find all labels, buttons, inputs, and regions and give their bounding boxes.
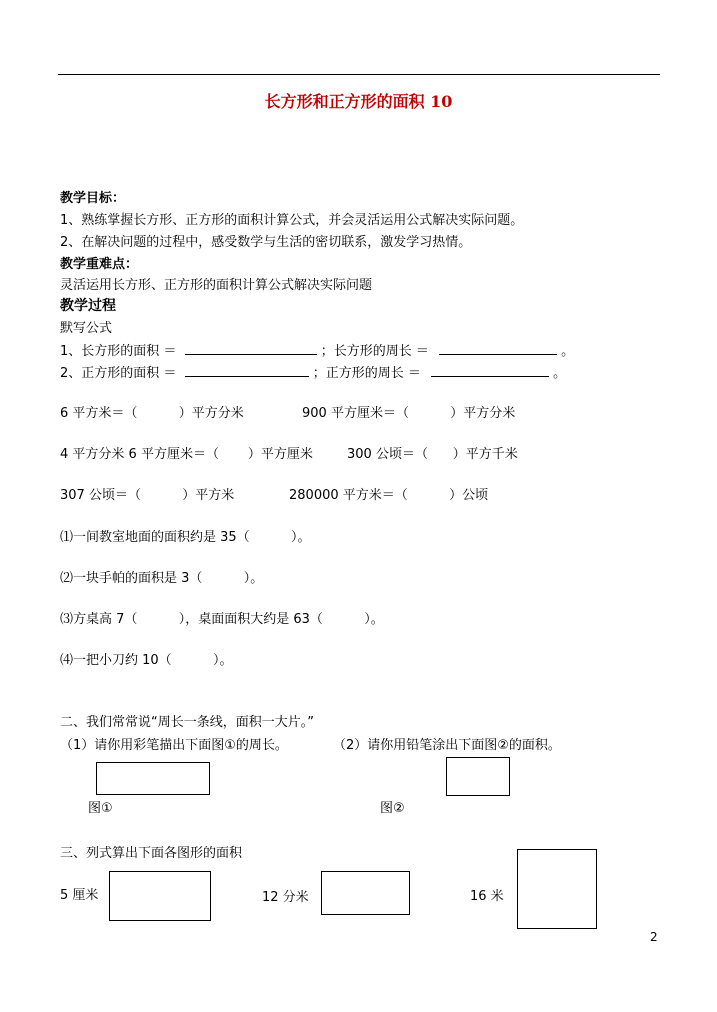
formula-1-rect-area-label: 1、长方形的面积 ＝ — [60, 344, 177, 359]
unit-question-1: ⑴一间教室地面的面积约是 35（ ）。 — [60, 530, 311, 545]
page-number: 2 — [650, 930, 658, 944]
section-2-task-1: （1）请你用彩笔描出下面图①的周长。 — [60, 738, 288, 753]
unit-question-2: ⑵一块手帕的面积是 3（ ）。 — [60, 571, 264, 586]
square-area-blank[interactable] — [185, 365, 309, 377]
conversion-1b: 900 平方厘米＝（ ）平方分米 — [302, 406, 516, 421]
key-points-text: 灵活运用长方形、正方形的面积计算公式解决实际问题 — [60, 278, 373, 293]
conversion-3a: 307 公顷＝（ ）平方米 — [60, 488, 235, 503]
unit-question-4: ⑷一把小刀约 10（ ）。 — [60, 653, 233, 668]
header-rule — [58, 74, 660, 75]
conversion-1a: 6 平方米＝（ ）平方分米 — [60, 406, 244, 421]
shape-1-rectangle — [109, 871, 211, 921]
conversion-2a: 4 平方分米 6 平方厘米＝（ ）平方厘米 — [60, 447, 313, 462]
shape-3-square — [517, 849, 597, 929]
figure-1-label: 图① — [88, 801, 113, 816]
figure-2-label: 图② — [380, 801, 405, 816]
section-3-heading: 三、列式算出下面各图形的面积 — [60, 846, 243, 861]
formula-line-1 — [60, 340, 574, 359]
section-2-heading: 二、我们常常说“周长一条线，面积一大片。” — [60, 715, 314, 730]
formula-line-2 — [60, 362, 566, 381]
square-perimeter-blank[interactable] — [431, 365, 549, 377]
process-heading: 教学过程 — [60, 298, 116, 314]
section-2-task-2: （2）请你用铅笔涂出下面图②的面积。 — [333, 738, 561, 753]
shape-3-label: 16 米 — [470, 889, 504, 904]
shape-2-label: 12 分米 — [262, 890, 309, 905]
figure-2-rectangle[interactable] — [446, 757, 510, 796]
conversion-3b: 280000 平方米＝（ ）公顷 — [289, 488, 489, 503]
formula-1-end: 。 — [561, 344, 575, 359]
figure-1-rectangle[interactable] — [96, 762, 210, 795]
formula-1-rect-perimeter-label: ；长方形的周长 ＝ — [320, 344, 429, 359]
shape-2-rectangle — [321, 871, 410, 915]
key-points-heading: 教学重难点： — [60, 257, 139, 272]
rect-perimeter-blank[interactable] — [439, 343, 557, 355]
formula-2-end: 。 — [553, 366, 567, 381]
process-subheading: 默写公式 — [60, 321, 113, 336]
formula-2-square-area-label: 2、正方形的面积 ＝ — [60, 366, 177, 381]
goals-heading: 教学目标： — [60, 191, 126, 206]
shape-1-label: 5 厘米 — [60, 888, 99, 903]
rect-area-blank[interactable] — [185, 343, 317, 355]
formula-2-square-perimeter-label: ；正方形的周长 ＝ — [312, 366, 421, 381]
conversion-2b: 300 公顷＝（ ）平方千米 — [347, 447, 518, 462]
goal-item-1: 1、熟练掌握长方形、正方形的面积计算公式，并会灵活运用公式解决实际问题。 — [60, 213, 524, 228]
goal-item-2: 2、在解决问题的过程中，感受数学与生活的密切联系，激发学习热情。 — [60, 235, 472, 250]
page-title: 长方形和正方形的面积 10 — [264, 92, 453, 111]
unit-question-3: ⑶方桌高 7（ ），桌面面积大约是 63（ ）。 — [60, 612, 384, 627]
